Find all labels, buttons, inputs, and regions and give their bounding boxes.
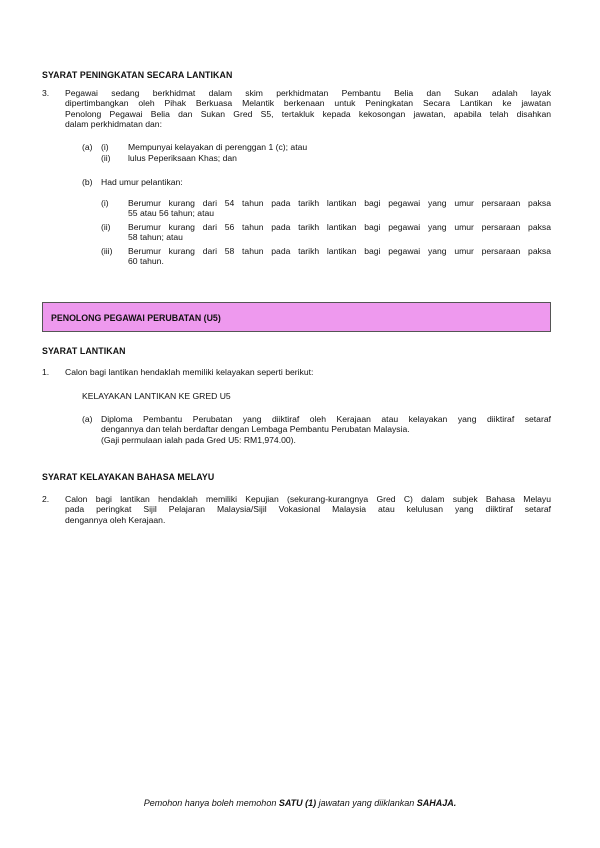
section-heading-bahasa-melayu: SYARAT KELAYAKAN BAHASA MELAYU <box>42 472 215 482</box>
list-label-a-ii: (ii) <box>101 153 111 163</box>
paragraph-line: pada peringkat Sijil Pelajaran Malaysia/Sijil Vokasional Malaysia atau kelulusan yang diiktiraf setaraf <box>65 504 551 515</box>
list-item-b-iii <box>128 246 551 267</box>
list-item-line: Diploma Pembantu Perubatan yang diiktiraf oleh Kerajaan atau kelayakan yang diiktiraf setaraf <box>101 414 551 424</box>
paragraph-line: Calon bagi lantikan hendaklah memiliki Kepujian (sekurang-kurangnya Gred C) dalam subjek Bahasa Melayu <box>65 494 551 504</box>
list-item-b: Had umur pelantikan: <box>101 177 183 187</box>
subheading-kelayakan: KELAYAKAN LANTIKAN KE GRED U5 <box>82 391 231 401</box>
list-item-line: Berumur kurang dari 58 tahun pada tarikh lantikan bagi pegawai yang umur persaraan paksa <box>128 246 551 256</box>
paragraph-bahasa-melayu <box>65 494 551 525</box>
list-item-line: 60 tahun. <box>128 256 164 267</box>
job-title: PENOLONG PEGAWAI PERUBATAN (U5) <box>51 313 221 323</box>
list-label-a: (a) <box>82 414 93 424</box>
list-label-b: (b) <box>82 177 93 187</box>
salary-note: (Gaji permulaan ialah pada Gred U5: RM1,974.00). <box>101 434 296 445</box>
list-item-a-i: Mempunyai kelayakan di perenggan 1 (c); atau <box>128 142 308 152</box>
paragraph-peningkatan <box>65 88 551 130</box>
list-item-line: Berumur kurang dari 54 tahun pada tarikh lantikan bagi pegawai yang umur persaraan paksa <box>128 198 551 208</box>
list-label-b-ii: (ii) <box>101 222 111 232</box>
paragraph-line: dipertimbangkan oleh Pihak Berkuasa Melantik berkenaan untuk Peningkatan Secara Lantikan ke jawatan <box>65 98 551 109</box>
list-item-a-ii: lulus Peperiksaan Khas; dan <box>128 153 237 163</box>
item-number: 1. <box>42 367 50 377</box>
list-label-b-iii: (iii) <box>101 246 113 256</box>
list-label-a: (a) <box>82 142 93 152</box>
list-item-line: 58 tahun; atau <box>128 232 183 243</box>
list-label-a-i: (i) <box>101 142 109 152</box>
footer-note <box>0 798 600 808</box>
list-item-b-ii <box>128 222 551 243</box>
list-item-line: 55 atau 56 tahun; atau <box>128 208 215 219</box>
list-item-line: Berumur kurang dari 56 tahun pada tarikh lantikan bagi pegawai yang umur persaraan paksa <box>128 222 551 232</box>
job-title-banner <box>42 302 551 332</box>
footer-emphasis-satu: SATU (1) <box>278 798 317 808</box>
section-heading-peningkatan: SYARAT PENINGKATAN SECARA LANTIKAN <box>42 70 233 80</box>
section-heading-syarat-lantikan: SYARAT LANTIKAN <box>42 346 126 356</box>
footer-middle: jawatan yang diiklankan <box>316 798 417 808</box>
item-number: 3. <box>42 88 50 98</box>
paragraph-line: dengannya oleh Kerajaan. <box>65 514 166 525</box>
list-label-b-i: (i) <box>101 198 109 208</box>
footer-prefix: Pemohon hanya boleh memohon <box>143 798 279 808</box>
paragraph-line: dalam perkhidmatan dan: <box>65 119 162 130</box>
list-item-b-i <box>128 198 551 219</box>
footer-emphasis-sahaja: SAHAJA. <box>416 798 457 808</box>
list-item-line: dengannya dan telah berdaftar dengan Lembaga Pembantu Perubatan Malaysia. <box>101 424 410 435</box>
item-number: 2. <box>42 494 50 504</box>
paragraph-line: Penolong Pegawai Belia dan Sukan Gred S5, tertakluk kepada kekosongan jawatan, apabila telah disahkan <box>65 108 551 119</box>
paragraph-line: Pegawai sedang berkhidmat dalam skim perkhidmatan Pembantu Belia dan Sukan adalah layak <box>65 88 551 98</box>
list-item-diploma <box>101 414 551 445</box>
intro-text: Calon bagi lantikan hendaklah memiliki kelayakan seperti berikut: <box>65 367 314 377</box>
